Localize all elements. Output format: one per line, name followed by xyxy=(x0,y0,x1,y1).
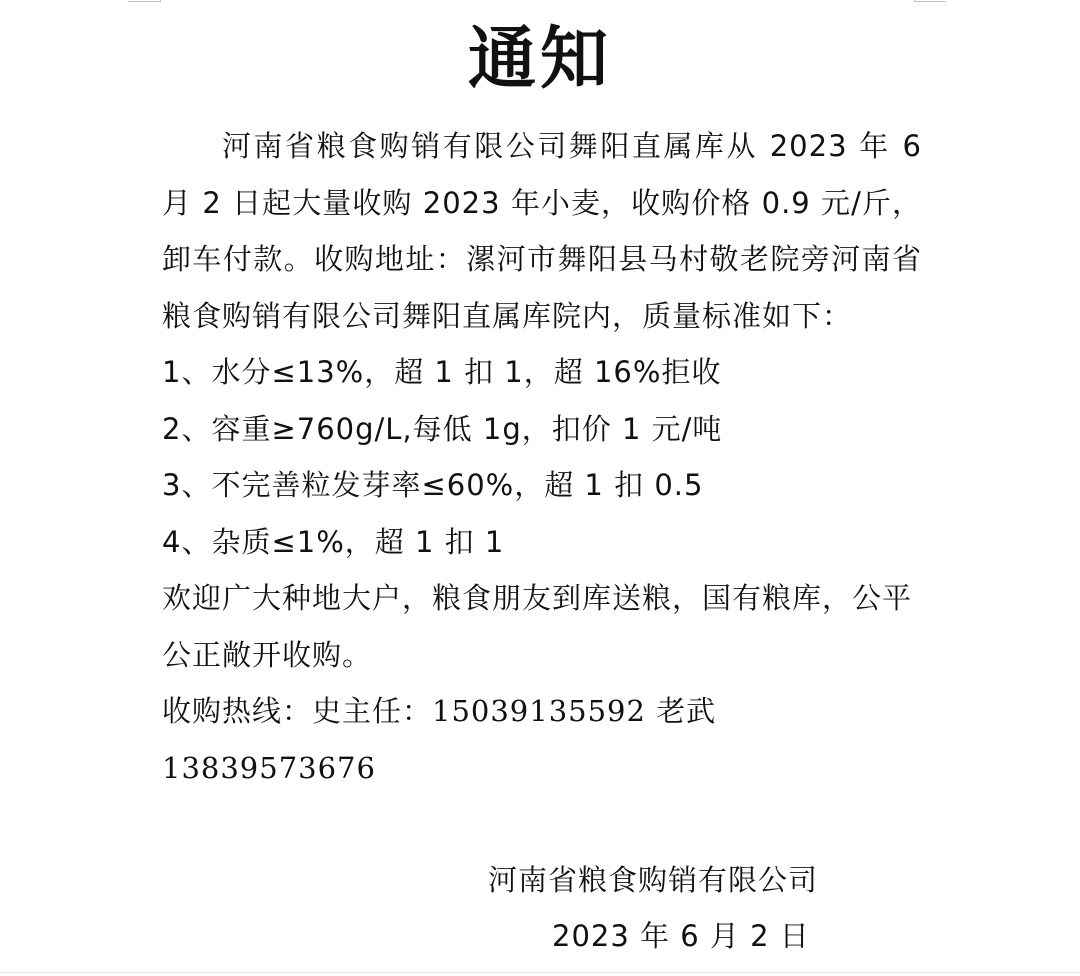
standard-item-4: 4、杂质≤1%，超 1 扣 1 xyxy=(162,524,505,559)
standard-item-1: 1、水分≤13%，超 1 扣 1，超 16%拒收 xyxy=(162,355,722,389)
page-corner-mark xyxy=(160,0,161,2)
standard-item-3: 3、不完善粒发芽率≤60%，超 1 扣 0.5 xyxy=(162,468,704,502)
signature-organization: 河南省粮食购销有限公司 xyxy=(488,863,819,897)
notice-title: 通知 xyxy=(467,19,612,99)
page-corner-mark xyxy=(128,1,160,2)
signature-date: 2023 年 6 月 2 日 xyxy=(552,919,810,953)
intro-paragraph: 河南省粮食购销有限公司舞阳直属库从 2023 年 6 月 2 日起大量收购 2023 年小麦，收购价格 0.9 元/斤，卸车付款。收购地址：漯河市舞阳县马村敬老院旁河南省粮食购销有限公司舞阳直属库院内，质量标准如下： xyxy=(162,129,922,333)
welcome-paragraph: 欢迎广大种地大户，粮食朋友到库送粮，国有粮库，公平公正敞开收购。 xyxy=(162,581,913,672)
notice-body xyxy=(162,118,922,796)
page-bottom-edge xyxy=(0,972,1080,973)
hotline-line: 收购热线：史主任：15039135592 老武 13839573676 xyxy=(162,694,717,785)
page-corner-mark xyxy=(914,0,915,2)
standard-item-2: 2、容重≥760g/L,每低 1g，扣价 1 元/吨 xyxy=(162,411,723,446)
page-corner-mark xyxy=(914,1,946,2)
